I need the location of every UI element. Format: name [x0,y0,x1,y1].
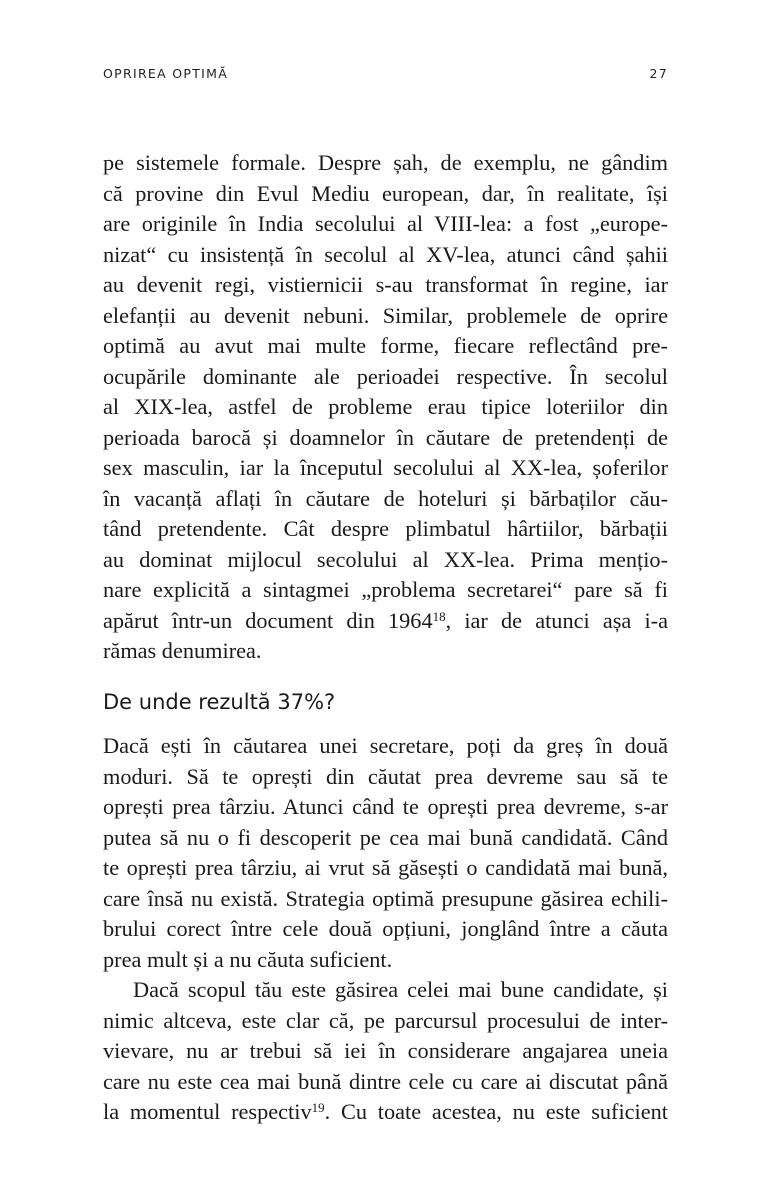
line-text: te oprești prea târziu, ai vrut să găsești o candidată mai bună, [103,855,668,880]
line-text: nimic altceva, este clar că, pe parcursul procesului de inter- [103,1007,668,1033]
line-text: optimă au avut mai multe forme, fiecare reflectând pre- [103,333,668,358]
text-line [103,636,668,667]
text-line [103,362,668,393]
text-line [103,762,668,793]
line-text: , iar de atunci așa i-a [445,607,668,633]
text-line [103,301,668,332]
text-line [103,823,668,854]
page-number: 27 [649,66,668,81]
line-text: perioada barocă și doamnelor în căutare de pretendenți de [103,424,668,450]
line-text: prea mult și a nu căuta suficient. [103,946,393,972]
line-text: au dominat mijlocul secolului al XX-lea. Prima mențio- [103,546,668,572]
line-text: Dacă ești în căutarea unei secretare, poți da greș în două [103,733,668,758]
text-line [103,148,668,179]
paragraph-1 [103,148,668,667]
text-line [103,914,668,945]
line-text: oprești prea târziu. Atunci când te oprești prea devreme, s-ar [103,794,668,819]
line-text: au devenit regi, vistiernicii s-au transformat în regine, iar [103,272,668,297]
line-text: moduri. Să te oprești din căutat prea devreme sau să te [103,763,668,789]
line-text: apărut într-un document din 1964 [103,607,433,633]
text-line [103,453,668,484]
text-line [103,1067,668,1098]
line-text: nare explicită a sintagmei „problema secretarei“ pare să fi [103,577,668,602]
line-text: în vacanță aflați în căutare de hoteluri și bărbaților cău- [103,485,668,511]
text-line [103,270,668,301]
text-line [103,792,668,823]
text-line [103,1097,668,1128]
line-text: . Cu toate acestea, nu este suficient [324,1099,668,1124]
line-text: tând pretendente. Cât despre plimbatul hârtiilor, bărbații [103,516,668,541]
line-text: rămas denumirea. [103,638,262,663]
line-text: pe sistemele formale. Despre șah, de exemplu, ne gândim [103,150,668,175]
line-text: are originile în India secolului al VIII-lea: a fost „europe- [103,211,668,236]
text-line [103,1006,668,1037]
paragraph-3 [103,975,668,1128]
text-line [103,1036,668,1067]
footnote-marker: 19 [311,1100,325,1115]
line-text: al XIX-lea, astfel de probleme erau tipice loteriilor din [103,394,668,419]
line-text: Dacă scopul tău este găsirea celei mai bune candidate, și [133,977,668,1002]
line-text: elefanții au devenit nebuni. Similar, problemele de oprire [103,302,668,328]
running-header [103,66,668,81]
text-line [103,545,668,576]
line-text: putea să nu o fi descoperit pe cea mai bună candidată. Când [103,824,668,850]
line-text: sex masculin, iar la începutul secolului al XX-lea, șoferilor [103,455,668,480]
text-line [103,853,668,884]
running-title: OPRIREA OPTIMĂ [103,66,229,81]
line-text: la momentul respectiv [103,1099,312,1124]
section-heading: De unde rezultă 37%? [103,690,336,714]
text-line [103,484,668,515]
text-line [103,392,668,423]
text-line [103,240,668,271]
text-line [103,731,668,762]
text-line [103,331,668,362]
line-text: vievare, nu ar trebui să iei în considerare angajarea uneia [103,1038,668,1063]
text-line [103,945,668,976]
line-text: care nu este cea mai bună dintre cele cu care ai discutat până [103,1068,668,1094]
line-text: nizat“ cu insistență în secolul al XV-lea, atunci când șahii [103,241,668,267]
text-line [103,884,668,915]
line-text: ocupările dominante ale perioadei respective. În secolul [103,363,668,389]
text-line [103,423,668,454]
line-text: brului corect între cele două opțiuni, jonglând între a căuta [103,916,668,941]
footnote-marker: 18 [432,608,446,624]
text-line [103,209,668,240]
line-text: care însă nu există. Strategia optimă presupune găsirea echili- [103,885,668,911]
text-line [103,514,668,545]
text-line [103,975,668,1006]
text-line [103,606,668,637]
paragraph-2 [103,731,668,975]
line-text: că provine din Evul Mediu european, dar, în realitate, își [103,180,668,206]
text-line [103,179,668,210]
text-line [103,575,668,606]
